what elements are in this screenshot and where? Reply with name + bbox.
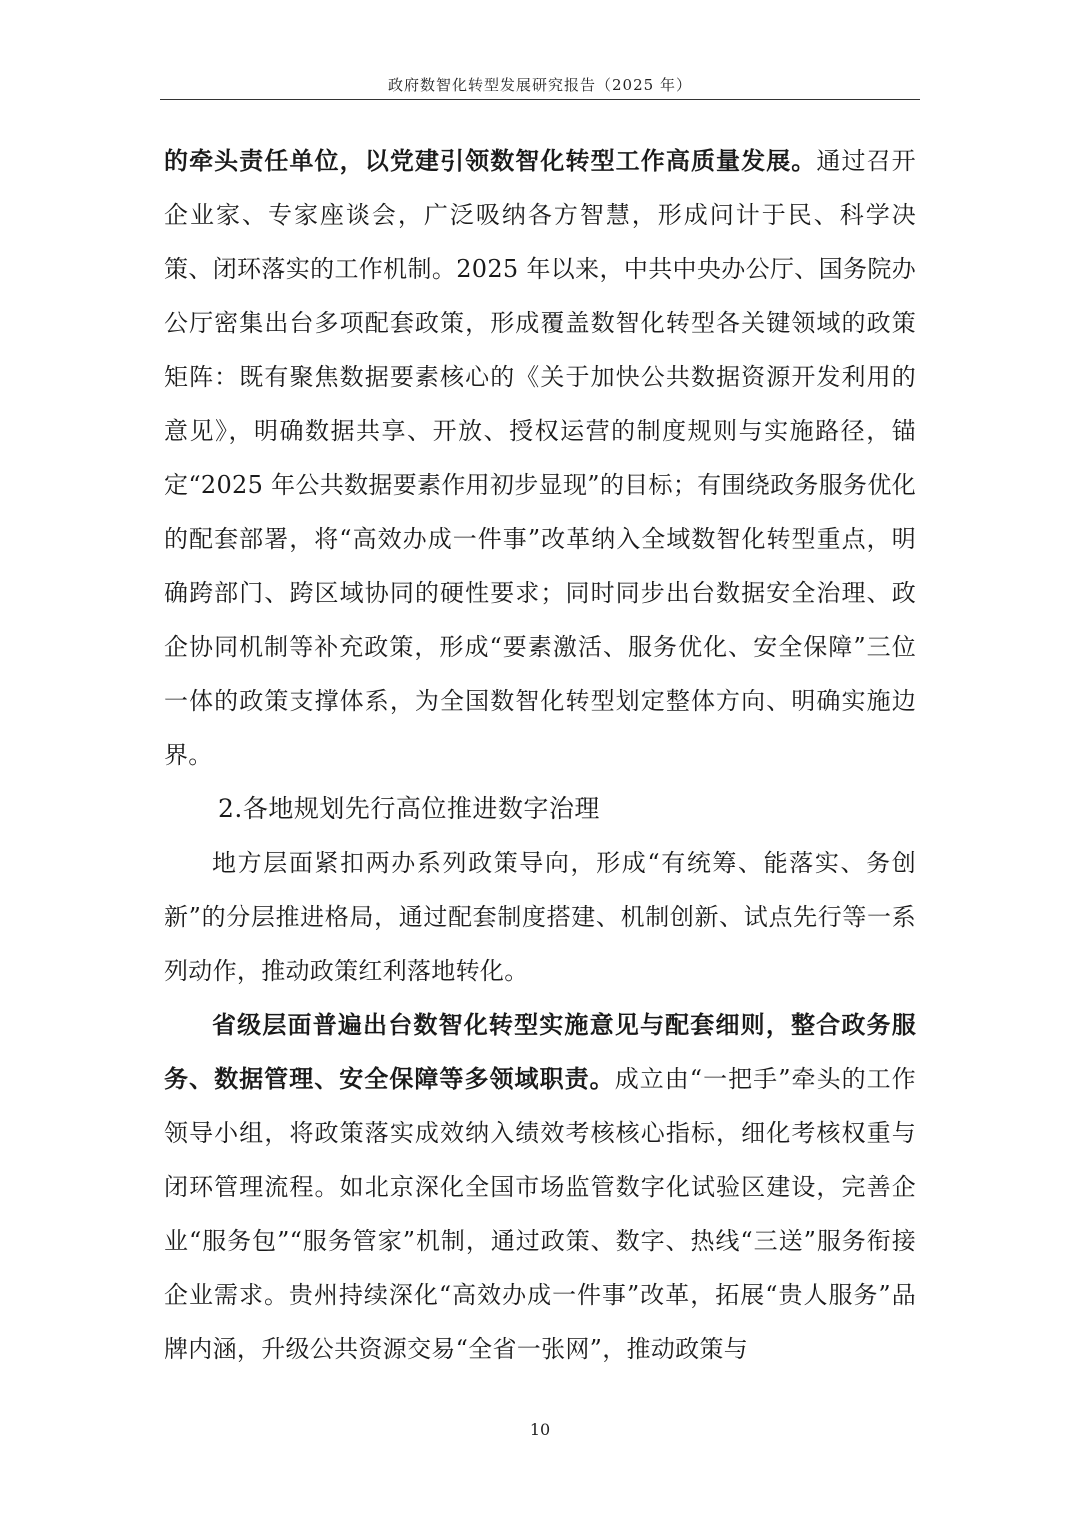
paragraph-text: 通过召开企业家、专家座谈会，广泛吸纳各方智慧，形成问计于民、科学决策、闭环落实的工作机制。2025 年以来，中共中央办公厅、国务院办公厅密集出台多项配套政策，形成覆盖数智化转型各关键领域的政策矩阵：既有聚焦数据要素核心的《关于加快公共数据资源开发利用的意见》，明确数据共享、开放、授权运营的制度规则与实施路径，锚定“2025 年公共数据要素作用初步显现”的目标；有围绕政务服务优化的配套部署，将“高效办成一件事”改革纳入全域数智化转型重点，明确跨部门、跨区域协同的硬性要求；同时同步出台数据安全治理、政企协同机制等补充政策，形成“要素激活、服务优化、安全保障”三位一体的政策支撑体系，为全国数智化转型划定整体方向、明确实施边界。 (164, 147, 916, 769)
section-subheading: 2.各地规划先行高位推进数字治理 (218, 794, 600, 823)
paragraph-policy-matrix (164, 134, 916, 782)
paragraph-local-level (164, 836, 916, 998)
header-divider (160, 99, 920, 100)
document-body (164, 134, 916, 1376)
paragraph-provincial-level (164, 998, 916, 1376)
paragraph-text: 成立由“一把手”牵头的工作领导小组，将政策落实成效纳入绩效考核核心指标，细化考核权重与闭环管理流程。如北京深化全国市场监管数字化试验区建设，完善企业“服务包”“服务管家”机制，通过政策、数字、热线“三送”服务衔接企业需求。贵州持续深化“高效办成一件事”改革，拓展“贵人服务”品牌内涵，升级公共资源交易“全省一张网”，推动政策与 (164, 1065, 916, 1363)
paragraph-bold-lead: 省级层面普遍出台数智化转型实施意见与配套细则，整合政务服务、数据管理、安全保障等多领域职责。 (164, 1011, 916, 1093)
paragraph-bold-lead: 的牵头责任单位，以党建引领数智化转型工作高质量发展。 (164, 147, 817, 175)
paragraph-text: 地方层面紧扣两办系列政策导向，形成“有统筹、能落实、务创新”的分层推进格局，通过配套制度搭建、机制创新、试点先行等一系列动作，推动政策红利落地转化。 (164, 849, 916, 985)
page-number: 10 (529, 1420, 551, 1439)
running-header: 政府数智化转型发展研究报告（2025 年） (388, 76, 692, 94)
